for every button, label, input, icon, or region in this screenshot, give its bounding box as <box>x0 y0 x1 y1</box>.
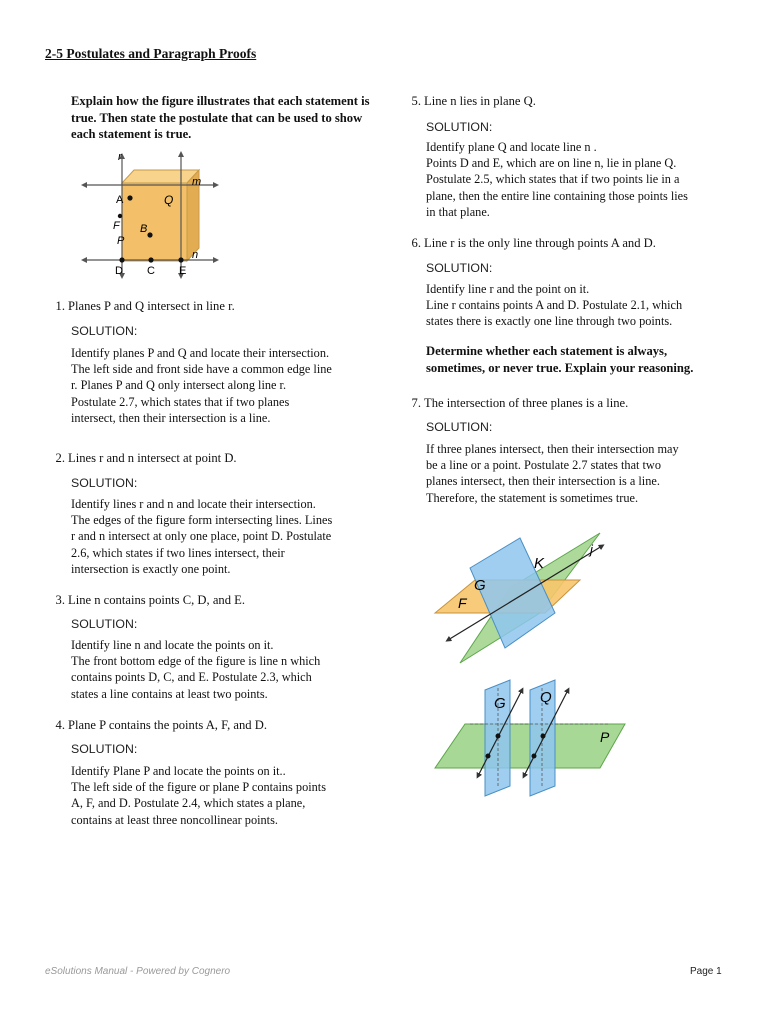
solution-label: SOLUTION: <box>71 324 138 338</box>
solution-3 <box>71 637 371 702</box>
solution-line: be a line or a point. Postulate 2.7 states that two <box>426 458 661 473</box>
label-C: C <box>147 265 155 277</box>
label-G: G <box>474 577 486 594</box>
solution-line: Identify planes P and Q and locate their intersection. <box>71 346 330 360</box>
point-C <box>148 257 153 262</box>
question-2 <box>51 450 237 467</box>
solution-line: The left side of the figure or plane P contains points <box>71 780 326 795</box>
label-Q: Q <box>540 689 552 706</box>
label-B: B <box>140 223 148 235</box>
instruction-prompt: Explain how the figure illustrates that each statement is true. Then state the postulate that can be used to show each statement is true. <box>71 94 370 141</box>
label-D: D <box>115 265 123 277</box>
point-1 <box>496 734 501 739</box>
label-F: F <box>113 220 120 232</box>
point-D <box>119 257 124 262</box>
solution-line: If three planes intersect, then their intersection may <box>426 442 679 456</box>
solution-line: in that plane. <box>426 204 490 219</box>
solution-line: Identify line n and locate the points on it. <box>71 638 274 652</box>
solution-label: SOLUTION: <box>426 420 493 434</box>
solution-line: Identify lines r and n and locate their intersection. <box>71 497 316 511</box>
label-P: P <box>600 729 610 745</box>
solution-1 <box>71 345 371 426</box>
point-3 <box>541 734 546 739</box>
question-number: 4. <box>55 718 65 732</box>
question-number: 6. <box>411 236 421 250</box>
solution-line: r. Planes P and Q only intersect along line r. <box>71 378 287 393</box>
solution-line: Postulate 2.5, which states that if two points lie in a <box>426 172 680 187</box>
question-text: Line n lies in plane Q. <box>424 94 536 108</box>
solution-line: Identify plane Q and locate line n . <box>426 140 597 154</box>
solution-line: contains points D, C, and E. Postulate 2.3, which <box>71 670 312 685</box>
page-number: Page 1 <box>690 966 722 977</box>
label-P: P <box>117 235 125 247</box>
question-4 <box>51 717 267 734</box>
point-2 <box>486 754 491 759</box>
solution-7 <box>426 441 726 506</box>
solution-line: 2.6, which states if two lines intersect, their <box>71 545 285 560</box>
solution-line: A, F, and D. Postulate 2.4, which states a plane, <box>71 796 306 811</box>
question-number: 7. <box>411 396 421 410</box>
question-text: The intersection of three planes is a line. <box>424 396 629 410</box>
solution-label: SOLUTION: <box>71 617 138 631</box>
solution-2 <box>71 496 371 577</box>
question-text: Lines r and n intersect at point D. <box>68 451 237 465</box>
three-planes-parallel-figure <box>430 678 630 798</box>
box-front-face <box>122 183 187 261</box>
label-r: r <box>118 151 122 163</box>
point-B <box>147 232 152 237</box>
label-G: G <box>494 695 506 712</box>
label-A: A <box>116 194 124 206</box>
solution-label: SOLUTION: <box>71 742 138 756</box>
point-4 <box>532 754 537 759</box>
question-text: Plane P contains the points A, F, and D. <box>68 718 267 732</box>
section-2-prompt: Determine whether each statement is always, sometimes, or never true. Explain your reasoning. <box>426 344 694 375</box>
question-number: 1. <box>55 299 65 313</box>
solution-line: Line r contains points A and D. Postulate 2.1, which <box>426 298 683 313</box>
solution-4 <box>71 763 371 828</box>
question-7 <box>407 395 628 412</box>
point-A <box>127 195 132 200</box>
solution-line: contains at least three noncollinear points. <box>71 812 278 827</box>
label-j: j <box>590 542 593 557</box>
solution-line: plane, then the entire line containing those points lies <box>426 188 688 203</box>
question-1 <box>51 298 235 315</box>
solution-line: Points D and E, which are on line n, lie in plane Q. <box>426 156 677 171</box>
solution-label: SOLUTION: <box>426 261 493 275</box>
solution-line: Identify Plane P and locate the points on it.. <box>71 764 286 778</box>
solution-6 <box>426 281 726 330</box>
solution-line: states a line contains at least two points. <box>71 686 268 701</box>
solution-line: intersect, then their intersection is a line. <box>71 410 271 425</box>
question-number: 2. <box>55 451 65 465</box>
box-top-face <box>122 170 199 183</box>
label-Q: Q <box>164 193 174 207</box>
label-K: K <box>534 555 545 572</box>
solution-line: The left side and front side have a common edge line <box>71 362 332 377</box>
label-F: F <box>458 595 467 611</box>
solution-line: Identify line r and the point on it. <box>426 282 590 296</box>
solution-line: Postulate 2.7, which states that if two planes <box>71 394 290 409</box>
question-3 <box>51 592 245 609</box>
point-F <box>118 214 122 218</box>
solution-line: The front bottom edge of the figure is line n which <box>71 654 321 669</box>
question-5 <box>407 93 536 110</box>
question-number: 5. <box>411 94 421 108</box>
point-E <box>178 257 183 262</box>
box-figure <box>80 148 220 280</box>
question-text: Line r is the only line through points A and D. <box>424 236 656 250</box>
question-text: Line n contains points C, D, and E. <box>68 593 245 607</box>
footer-credit: eSolutions Manual - Powered by Cognero <box>45 966 231 977</box>
solution-label: SOLUTION: <box>426 120 493 134</box>
question-text: Planes P and Q intersect in line r. <box>68 299 235 313</box>
label-E: E <box>179 265 187 277</box>
solution-5 <box>426 139 726 220</box>
question-number: 3. <box>55 593 65 607</box>
label-m: m <box>192 176 202 188</box>
solution-line: The edges of the figure form intersecting lines. Lines <box>71 513 333 528</box>
question-6 <box>407 235 656 252</box>
solution-line: r and n intersect at only one place, point D. Postulate <box>71 529 332 544</box>
label-n: n <box>192 249 199 261</box>
page-title: 2-5 Postulates and Paragraph Proofs <box>45 46 257 61</box>
three-planes-line-figure <box>430 528 620 668</box>
solution-label: SOLUTION: <box>71 476 138 490</box>
solution-line: states there is exactly one line through two points. <box>426 314 673 329</box>
solution-line: intersection is exactly one point. <box>71 561 231 576</box>
solution-line: planes intersect, then their intersection is a line. <box>426 474 660 489</box>
solution-line: Therefore, the statement is sometimes true. <box>426 490 639 505</box>
